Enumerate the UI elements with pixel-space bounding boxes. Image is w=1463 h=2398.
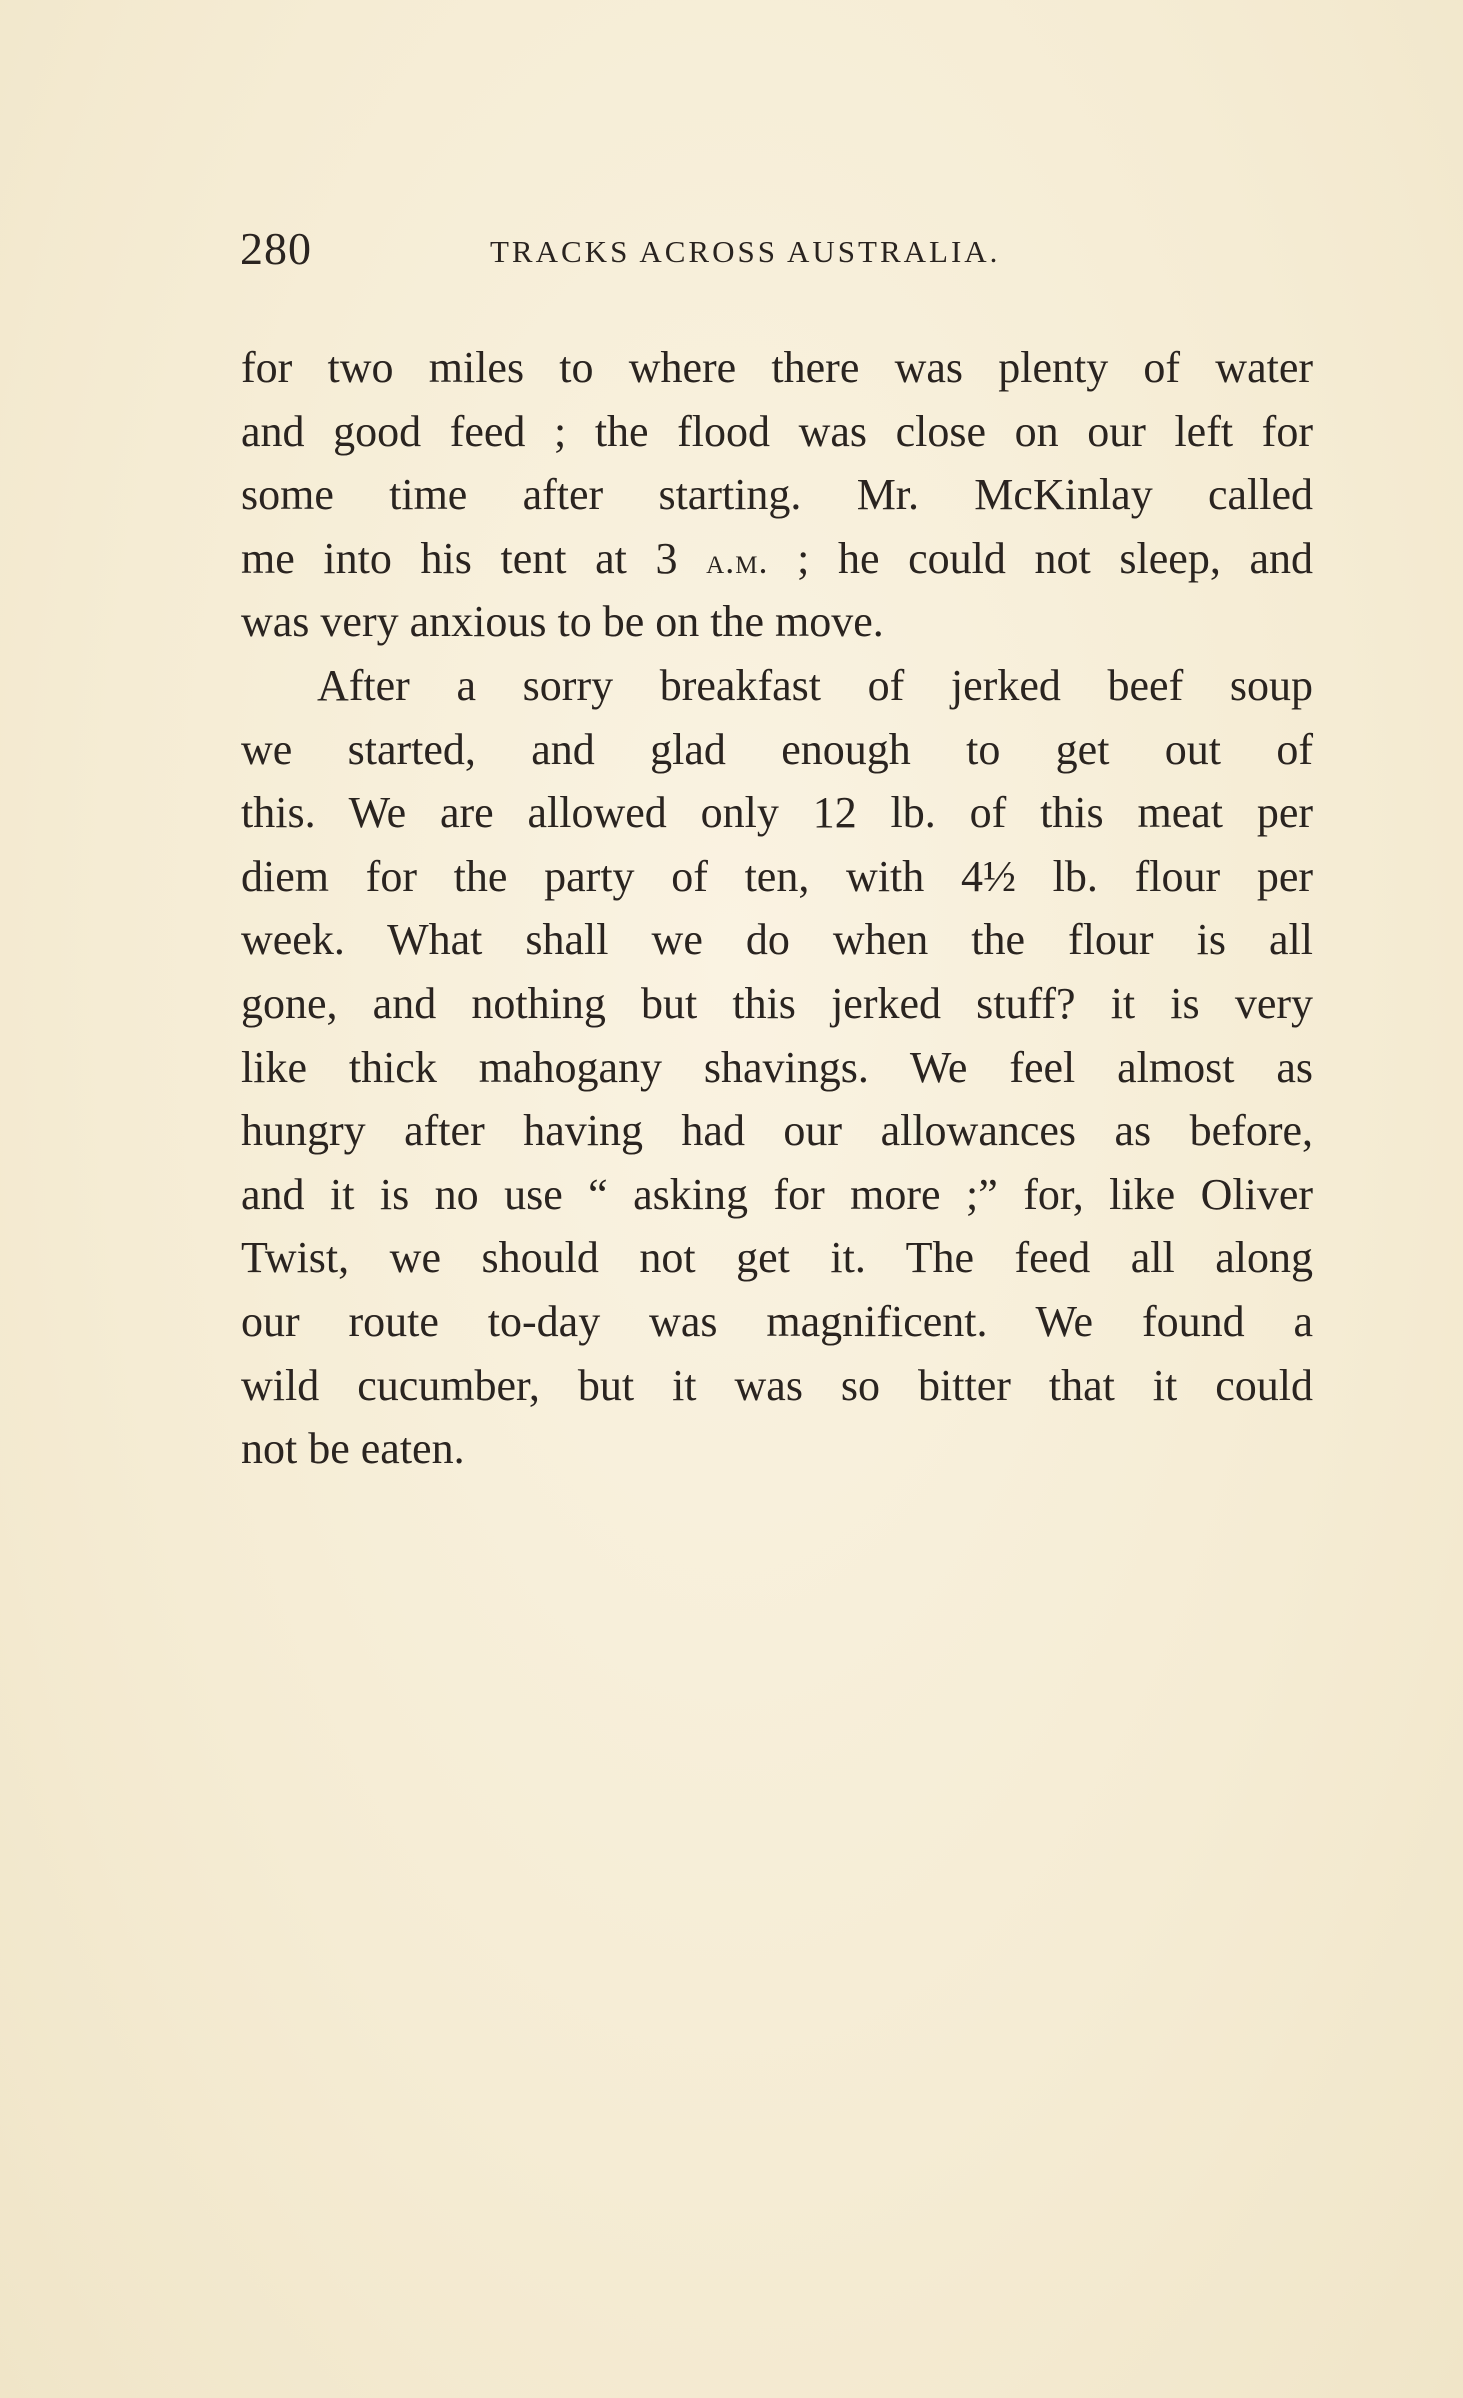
text-line-3: some time after starting. Mr. McKinlay called [241,470,1313,520]
text-line-8: this. We are allowed only 12 lb. of this meat per [241,788,1313,838]
text-line-9: diem for the party of ten, with 4½ lb. flour per [241,851,1313,901]
text-line-14: and it is no use “ asking for more ;” for, like Oliver [241,1169,1313,1219]
text-line-16: our route to-day was magnificent. We found a [241,1296,1313,1346]
text-line-4-start: me into his tent at 3 [241,533,707,583]
text-line-1: for two miles to where there was plenty of water [241,343,1313,392]
text-line-7: we started, and glad enough to get out of [241,724,1313,774]
text-line-4 [241,527,1313,591]
body-text [241,336,1313,1481]
text-line-5: was very anxious to be on the move. [241,597,884,647]
text-line-11: gone, and nothing but this jerked stuff? it is very [241,978,1313,1028]
text-line-15: Twist, we should not get it. The feed all along [241,1233,1313,1283]
running-head [240,222,1310,282]
text-line-18: not be eaten. [241,1424,465,1474]
text-line-2: and good feed ; the flood was close on our left for [241,406,1313,456]
text-line-13: hungry after having had our allowances as before, [241,1106,1313,1156]
text-line-12: like thick mahogany shavings. We feel almost as [241,1042,1313,1092]
text-line-6: After a sorry breakfast of jerked beef soup [317,660,1313,710]
time-abbreviation: a.m. [706,540,769,581]
running-title: TRACKS ACROSS AUSTRALIA. [490,234,1001,269]
text-line-10: week. What shall we do when the flour is all [241,915,1313,965]
text-line-4-end: ; he could not sleep, and [768,533,1313,583]
page-number: 280 [240,223,312,274]
text-line-17: wild cucumber, but it was so bitter that it could [241,1360,1313,1410]
